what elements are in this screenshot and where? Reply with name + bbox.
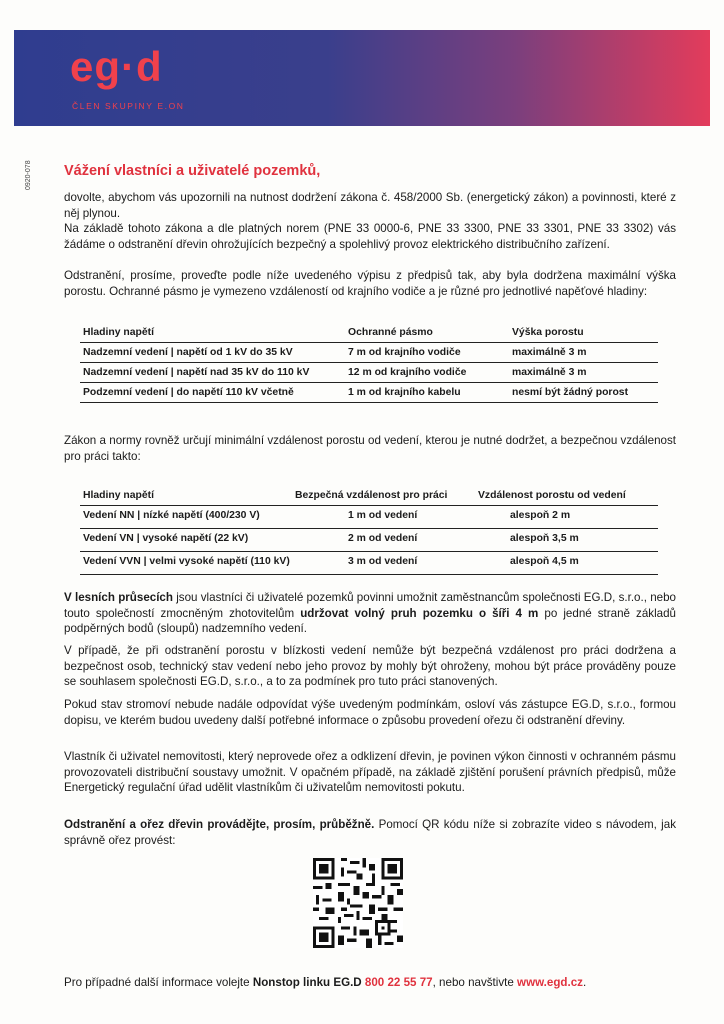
- qr-instruction-lead: Odstranění a ořez dřevin provádějte, prosím, průběžně.: [64, 818, 375, 831]
- table-cell: 7 m od krajního vodiče: [348, 347, 461, 358]
- table-cell: maximálně 3 m: [512, 367, 587, 378]
- table-row: [80, 552, 658, 575]
- distance-intro-paragraph: Zákon a normy rovněž určují minimální vzdálenost porostu od vedení, kterou je nutné dodržet, a bezpečnou vzdálenost pro práci takto:: [64, 434, 676, 463]
- table-header-cell: Hladiny napětí: [83, 490, 155, 501]
- forest-crossing-text-end: po jedné straně základů podpěrných bodů (sloupů) nadzemního vedení.: [64, 606, 676, 635]
- table-cell: Podzemní vedení | do napětí 110 kV včetně: [83, 387, 294, 398]
- footer-text: Pro případné další informace volejte: [64, 976, 253, 989]
- intro-paragraph-2: Na základě tohoto zákona a dle platných norem (PNE 33 0000-6, PNE 33 3300, PNE 33 3301, PNE 33 3302) vás žádáme o odstranění dřevin ohrožujících bezpečný a spolehlivý provoz elektrického distribučního zařízení.: [64, 222, 676, 251]
- video-qr-code[interactable]: [313, 858, 403, 948]
- table-cell: 2 m od vedení: [348, 533, 418, 544]
- table-cell: Vedení VN | vysoké napětí (22 kV): [83, 533, 249, 544]
- table-cell: 1 m od vedení: [348, 510, 418, 521]
- greeting-heading: Vážení vlastníci a uživatelé pozemků,: [64, 163, 321, 179]
- table-header-cell: Ochranné pásmo: [348, 327, 433, 338]
- qr-instruction-text: Pomocí QR kódu níže si zobrazíte video s návodem, jak správně ořez provést:: [64, 818, 676, 847]
- footer-end: .: [582, 976, 587, 989]
- table-header-row: [80, 486, 658, 506]
- website-link[interactable]: www.egd.cz: [517, 976, 583, 989]
- protection-zone-table: [80, 323, 658, 403]
- table-cell: Nadzemní vedení | napětí nad 35 kV do 110 kV: [83, 367, 310, 378]
- table-cell: 1 m od krajního kabelu: [348, 387, 461, 398]
- contact-footer: [64, 976, 664, 989]
- forest-crossing-text: jsou vlastníci či uživatelé pozemků povinni umožnit zaměstnancům společnosti EG.D, s.r.o., nebo touto společností zmocněným zhotovitelům: [64, 591, 676, 620]
- table-cell: Vedení NN | nízké napětí (400/230 V): [83, 510, 260, 521]
- intro-paragraph-3: Odstranění, prosíme, proveďte podle níže uvedeného výpisu z předpisů tak, aby byla dodržena maximální výška porostu. Ochranné pásmo je vymezeno vzdáleností od krajního vodiče a je různé pro jednotlivé napěťové hladiny:: [64, 269, 676, 298]
- forest-crossing-paragraph: [64, 590, 676, 637]
- table-row: [80, 343, 658, 363]
- notice-paragraph: Pokud stav stromoví nebude nadále odpovídat výše uvedeným podmínkám, osloví vás zástupce EG.D, s.r.o., formou dopisu, ve kterém budou uvedeny další potřebné informace o způsobu provedení ořezu či odstranění dřeviny.: [64, 698, 676, 727]
- forest-crossing-lead: V lesních průsecích: [64, 591, 173, 604]
- table-cell: alespoň 4,5 m: [510, 556, 579, 567]
- table-cell: alespoň 2 m: [510, 510, 571, 521]
- safe-distance-table: [80, 486, 658, 575]
- table-row: [80, 506, 658, 529]
- table-header-cell: Výška porostu: [512, 327, 584, 338]
- table-cell: maximálně 3 m: [512, 347, 587, 358]
- table-cell: 12 m od krajního vodiče: [348, 367, 467, 378]
- table-cell: alespoň 3,5 m: [510, 533, 579, 544]
- table-cell: Vedení VVN | velmi vysoké napětí (110 kV): [83, 556, 290, 567]
- table-header-row: [80, 323, 658, 343]
- footer-text-2: , nebo navštivte: [432, 976, 518, 989]
- nonstop-phone-link[interactable]: 800 22 55 77: [364, 976, 433, 989]
- logo-subtitle: ČLEN SKUPINY E.ON: [72, 101, 185, 111]
- table-row: [80, 363, 658, 383]
- table-header-cell: Bezpečná vzdálenost pro práci: [295, 490, 448, 501]
- table-cell: 3 m od vedení: [348, 556, 418, 567]
- egd-logo: eg·d: [70, 43, 163, 90]
- table-header-cell: Vzdálenost porostu od vedení: [478, 490, 626, 501]
- nonstop-line-label: Nonstop linku EG.D: [252, 976, 365, 989]
- owner-obligation-paragraph: Vlastník či uživatel nemovitosti, který neprovede ořez a odklizení dřevin, je povinen výkon činnosti v ochranném pásmu provozovateli distribuční soustavy umožnit. V opačném případě, na základě zjištění porušení právních předpisů, může Energetický regulační úřad udělit vlastníkům či uživatelům nemovitosti pokutu.: [64, 750, 676, 794]
- strip-width-emphasis: udržovat volný pruh pozemku o šíři 4 m: [300, 606, 539, 620]
- table-row: [80, 383, 658, 403]
- table-cell: Nadzemní vedení | napětí od 1 kV do 35 kV: [83, 347, 293, 358]
- qr-instruction-paragraph: [64, 817, 676, 848]
- document-code: 0920-078: [25, 160, 32, 190]
- safety-paragraph: V případě, že při odstranění porostu v blízkosti vedení nemůže být bezpečná vzdálenost pro práci dodržena a bezpečnost osob, technický stav vedení nebo jeho provoz by mohly být ohroženy, mohou být práce prováděny pouze se souhlasem společnosti EG.D, s.r.o., a to za podmínek pro tuto práci stanovených.: [64, 644, 676, 688]
- table-header-cell: Hladiny napětí: [83, 327, 155, 338]
- table-cell: nesmí být žádný porost: [512, 387, 629, 398]
- intro-paragraph-1: dovolte, abychom vás upozornili na nutnost dodržení zákona č. 458/2000 Sb. (energetický zákon) a povinnosti, které z něj plynou.: [64, 191, 676, 220]
- table-row: [80, 529, 658, 552]
